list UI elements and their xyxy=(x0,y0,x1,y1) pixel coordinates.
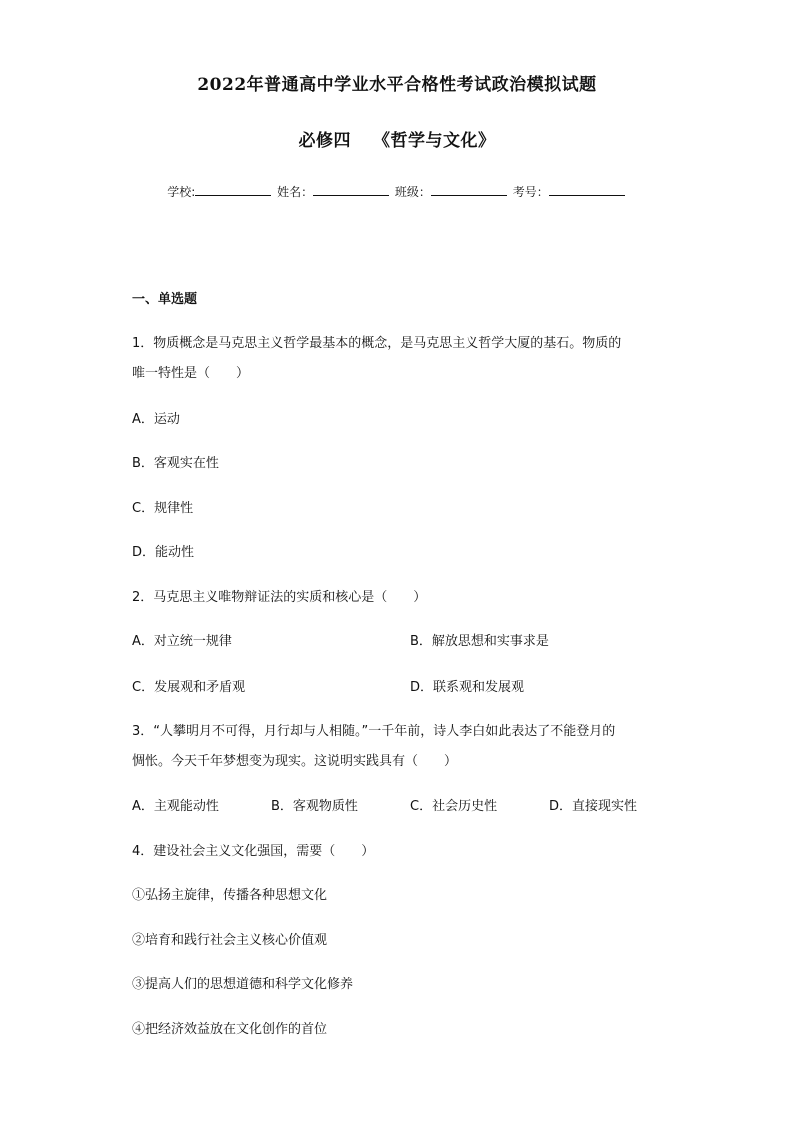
class-blank[interactable] xyxy=(431,183,507,196)
question-3-stem-line2: 惆怅。今天千年梦想变为现实。这说明实践具有（ ） xyxy=(132,754,458,769)
question-3-option-c[interactable]: C．社会历史性 xyxy=(410,799,498,814)
question-3-option-b[interactable]: B．客观物质性 xyxy=(271,799,358,814)
question-3-option-d[interactable]: D．直接现实性 xyxy=(549,799,638,814)
question-1-option-c[interactable]: C．规律性 xyxy=(132,501,194,516)
exam-title: 2022年普通高中学业水平合格性考试政治模拟试题 xyxy=(197,75,597,95)
exam-subtitle xyxy=(0,126,794,151)
section-heading: 一、单选题 xyxy=(132,292,198,307)
school-blank[interactable] xyxy=(195,183,271,196)
class-label: 班级： xyxy=(394,185,431,199)
subtitle-book: 《哲学与文化》 xyxy=(373,131,496,151)
question-1-stem-line2: 唯一特性是（ ） xyxy=(132,366,250,381)
question-4-item-4: ④把经济效益放在文化创作的首位 xyxy=(132,1022,328,1037)
question-2-option-c[interactable]: C．发展观和矛盾观 xyxy=(132,680,246,695)
question-2-option-a[interactable]: A．对立统一规律 xyxy=(132,634,232,649)
question-4-item-2: ②培育和践行社会主义核心价值观 xyxy=(132,933,328,948)
exam-number-blank[interactable] xyxy=(549,183,625,196)
question-4-item-3: ③提高人们的思想道德和科学文化修养 xyxy=(132,977,354,992)
question-2-stem: 2．马克思主义唯物辩证法的实质和核心是（ ） xyxy=(132,590,427,605)
question-4-item-1: ①弘扬主旋律，传播各种思想文化 xyxy=(132,888,328,903)
question-3-option-a[interactable]: A．主观能动性 xyxy=(132,799,219,814)
question-1-option-b[interactable]: B．客观实在性 xyxy=(132,456,219,471)
exam-number-label: 考号： xyxy=(512,185,549,199)
name-label: 姓名： xyxy=(277,185,314,199)
question-1-option-a[interactable]: A．运动 xyxy=(132,412,180,427)
subtitle-module: 必修四 xyxy=(298,131,351,151)
question-1-option-d[interactable]: D．能动性 xyxy=(132,545,195,560)
question-1-stem-line1: 1．物质概念是马克思主义哲学最基本的概念，是马克思主义哲学大厦的基石。物质的 xyxy=(132,336,622,351)
question-2-option-d[interactable]: D．联系观和发展观 xyxy=(410,680,525,695)
name-blank[interactable] xyxy=(313,183,389,196)
question-4-stem: 4．建设社会主义文化强国，需要（ ） xyxy=(132,844,375,859)
question-3-stem-line1: 3．“人攀明月不可得，月行却与人相随。”一千年前，诗人李白如此表达了不能登月的 xyxy=(132,724,616,739)
student-info-row xyxy=(0,183,794,200)
question-2-option-b[interactable]: B．解放思想和实事求是 xyxy=(410,634,549,649)
school-label: 学校: xyxy=(167,185,196,199)
